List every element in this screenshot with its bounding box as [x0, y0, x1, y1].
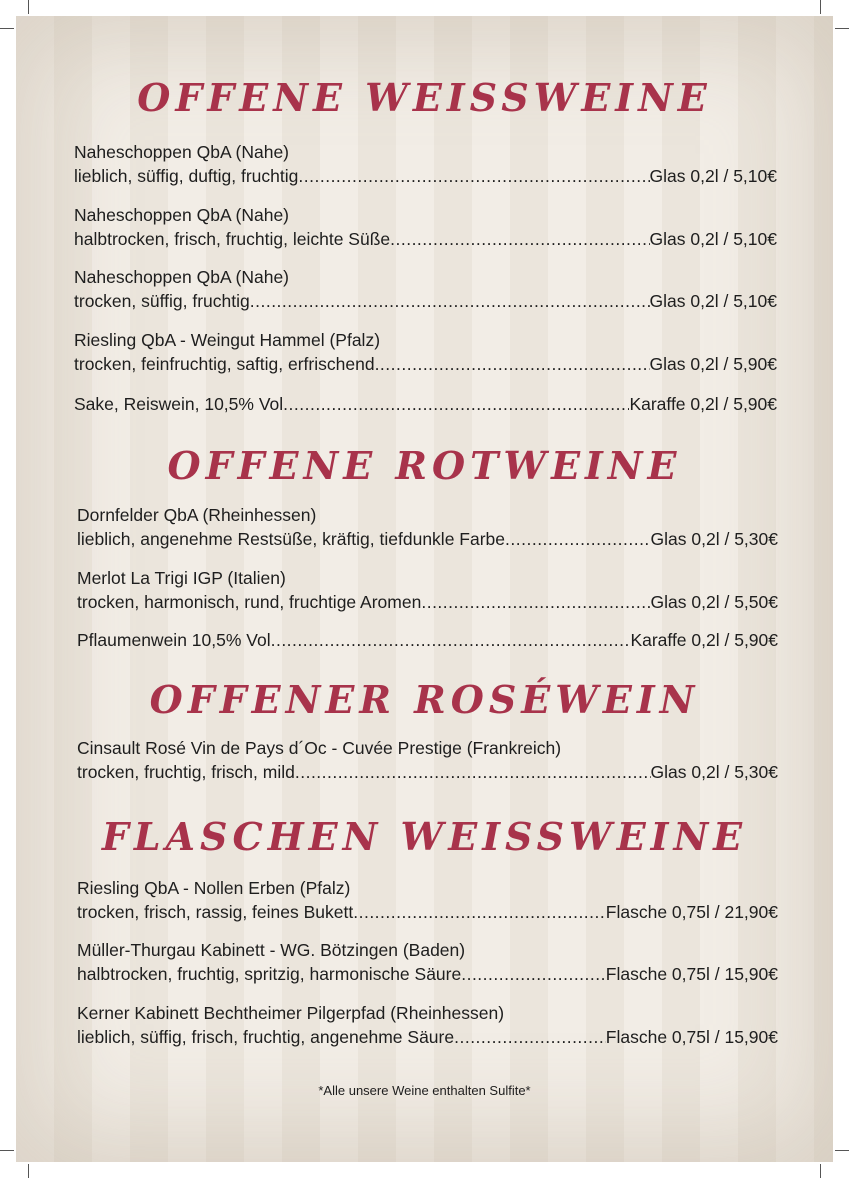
wine-entry: [77, 736, 778, 784]
crop-mark: [0, 1150, 14, 1151]
wine-name: Cinsault Rosé Vin de Pays d´Oc - Cuvée Prestige (Frankreich): [77, 738, 562, 758]
crop-mark: [28, 1164, 29, 1178]
wine-description: lieblich, süffig, frisch, fruchtig, angenehme Säure: [77, 1027, 455, 1047]
crop-mark: [835, 28, 849, 29]
crop-mark: [820, 1164, 821, 1178]
wine-name: Naheschoppen QbA (Nahe): [74, 205, 289, 225]
wine-price: Karaffe 0,2l / 5,90€: [630, 630, 778, 650]
section-title-offener-rosewein: OFFENER ROSÉWEIN: [149, 677, 700, 722]
wine-name: Dornfelder QbA (Rheinhessen): [77, 505, 317, 525]
wine-entry: [74, 140, 777, 188]
section-title-offene-weissweine: OFFENE WEISSWEINE: [137, 75, 712, 120]
dot-leader: [421, 590, 650, 614]
dot-leader: [353, 900, 606, 924]
dot-leader: [461, 962, 606, 986]
dot-leader: [250, 289, 650, 313]
crop-mark: [820, 0, 821, 14]
wine-entry: [74, 265, 777, 313]
wine-entry: [77, 1001, 778, 1049]
wine-description: lieblich, süffig, duftig, fruchtig: [74, 166, 299, 186]
section-title-offene-rotweine: OFFENE ROTWEINE: [167, 443, 682, 488]
wine-price: Glas 0,2l / 5,10€: [649, 229, 777, 249]
wine-entry: [74, 328, 777, 376]
wine-description: trocken, fruchtig, frisch, mild: [77, 762, 295, 782]
wine-description: trocken, feinfruchtig, saftig, erfrischend: [74, 354, 375, 374]
wine-entry: [74, 203, 777, 251]
wine-entry: [77, 628, 778, 652]
dot-leader: [454, 1025, 606, 1049]
wine-price: Flasche 0,75l / 21,90€: [605, 902, 778, 922]
wine-description: halbtrocken, fruchtig, spritzig, harmonische Säure: [77, 964, 462, 984]
wine-price: Glas 0,2l / 5,90€: [649, 354, 777, 374]
dot-leader: [298, 164, 649, 188]
dot-leader: [271, 628, 631, 652]
dot-leader: [375, 352, 650, 376]
wine-name: Riesling QbA - Nollen Erben (Pfalz): [77, 878, 351, 898]
wine-price: Glas 0,2l / 5,30€: [650, 529, 778, 549]
wine-price: Glas 0,2l / 5,30€: [650, 762, 778, 782]
wine-description: Pflaumenwein 10,5% Vol: [77, 630, 271, 650]
wine-entry: [77, 876, 778, 924]
wine-price: Flasche 0,75l / 15,90€: [605, 1027, 778, 1047]
section-title-flaschen-weissweine: FLASCHEN WEISSWEINE: [101, 814, 748, 859]
wine-entry: [77, 566, 778, 614]
wine-description: trocken, harmonisch, rund, fruchtige Aromen: [77, 592, 422, 612]
wine-description: Sake, Reiswein, 10,5% Vol: [74, 394, 284, 414]
wine-name: Kerner Kabinett Bechtheimer Pilgerpfad (Rheinhessen): [77, 1003, 505, 1023]
crop-mark: [0, 28, 14, 29]
dot-leader: [283, 392, 629, 416]
wine-name: Naheschoppen QbA (Nahe): [74, 142, 289, 162]
wine-name: Naheschoppen QbA (Nahe): [74, 267, 289, 287]
wine-name: Merlot La Trigi IGP (Italien): [77, 568, 286, 588]
wine-price: Glas 0,2l / 5,10€: [649, 291, 777, 311]
dot-leader: [295, 760, 651, 784]
wine-entry: [77, 503, 778, 551]
wine-description: halbtrocken, frisch, fruchtig, leichte Süße: [74, 229, 391, 249]
crop-mark: [835, 1150, 849, 1151]
wine-description: trocken, frisch, rassig, feines Bukett: [77, 902, 354, 922]
wine-name: Müller-Thurgau Kabinett - WG. Bötzingen (Baden): [77, 940, 466, 960]
wine-price: Flasche 0,75l / 15,90€: [605, 964, 778, 984]
dot-leader: [505, 527, 651, 551]
wine-name: Riesling QbA - Weingut Hammel (Pfalz): [74, 330, 381, 350]
wine-price: Karaffe 0,2l / 5,90€: [629, 394, 777, 414]
crop-mark: [28, 0, 29, 14]
sulfite-footnote: *Alle unsere Weine enthalten Sulfite*: [318, 1083, 531, 1098]
wine-description: trocken, süffig, fruchtig: [74, 291, 250, 311]
wine-price: Glas 0,2l / 5,10€: [649, 166, 777, 186]
dot-leader: [390, 227, 649, 251]
wine-description: lieblich, angenehme Restsüße, kräftig, tiefdunkle Farbe: [77, 529, 506, 549]
wine-entry: [77, 938, 778, 986]
wine-entry: [74, 392, 777, 416]
wine-price: Glas 0,2l / 5,50€: [650, 592, 778, 612]
